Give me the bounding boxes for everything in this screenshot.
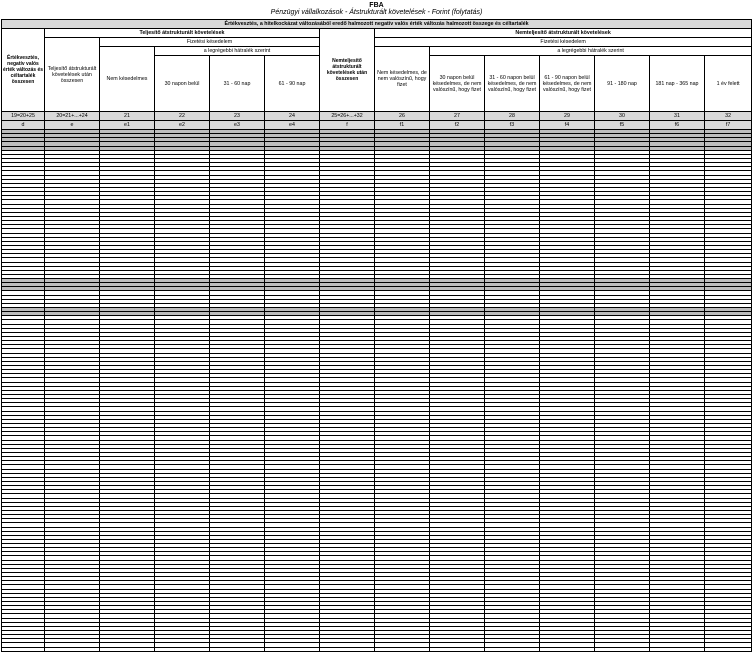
p-day-header: 61 - 90 nap (265, 56, 320, 112)
table-cell (430, 647, 485, 651)
not-overdue-header: Nem késedelmes (100, 47, 155, 112)
code-cell: 23 (210, 112, 265, 121)
letter-cell: f5 (595, 121, 650, 130)
code-cell: 22 (155, 112, 210, 121)
table-cell (540, 647, 595, 651)
by-oldest-header-p: a legrégebbi hátralék szerint (155, 47, 320, 56)
code-cell: 21 (100, 112, 155, 121)
code-cell: 24 (265, 112, 320, 121)
code-cell: 31 (650, 112, 705, 121)
report-title: FBA (369, 2, 384, 9)
table-cell (595, 647, 650, 651)
letter-cell: f1 (375, 121, 430, 130)
letter-cell: e2 (155, 121, 210, 130)
np-day-header: 61 - 90 napon belül késedelmes, de nem valószínű, hogy fizet (540, 56, 595, 112)
letter-row (2, 121, 752, 130)
code-row (2, 112, 752, 121)
np-day-header: 1 év felett (705, 56, 752, 112)
code-cell: 27 (430, 112, 485, 121)
letter-cell: f4 (540, 121, 595, 130)
table-cell (210, 647, 265, 651)
letter-cell: e3 (210, 121, 265, 130)
table-cell (650, 647, 705, 651)
code-cell: 19=20+25 (2, 112, 45, 121)
letter-cell: d (2, 121, 45, 130)
code-cell: 30 (595, 112, 650, 121)
table-cell (375, 647, 430, 651)
performing-group-header: Teljesítő átstrukturált követelések (45, 29, 320, 38)
np-day-header: 31 - 60 napon belül késedelmes, de nem valószínű, hogy fizet (485, 56, 540, 112)
performing-total-header: Teljesítő átstrukturált követelések után összesen (45, 38, 100, 112)
code-cell: 25=26+...+32 (320, 112, 375, 121)
np-not-overdue-header: Nem késedelmes, de nem valószínű, hogy fizet (375, 47, 430, 112)
table-row (2, 647, 752, 651)
p-day-header: 30 napon belül (155, 56, 210, 112)
first-col-header: Értékvesztés, negatív valós érték változás és céltartalék összesen (2, 29, 45, 112)
table-cell (155, 647, 210, 651)
table-cell (320, 647, 375, 651)
report-subtitle: Pénzügyi vállalkozások - Átstrukturált követelések - Forint (folytatás) (270, 9, 483, 16)
overdue-group-header-p: Fizetési késedelem (100, 38, 320, 47)
nonperforming-total-header: Nemteljesítő átstrukturált követelések után összesen (320, 29, 375, 112)
nonperforming-group-header: Nemteljesítő átstrukturált követelések (375, 29, 752, 38)
np-day-header: 30 napon belül késedelmes, de nem valószínű, hogy fizet (430, 56, 485, 112)
table-cell (265, 647, 320, 651)
table-body (2, 130, 752, 652)
table-cell (485, 647, 540, 651)
code-cell: 29 (540, 112, 595, 121)
letter-cell: f3 (485, 121, 540, 130)
data-table (1, 19, 752, 652)
table-cell (705, 647, 752, 651)
overdue-group-header-np: Fizetési késedelem (375, 38, 752, 47)
letter-cell: f7 (705, 121, 752, 130)
top-banner: Értékvesztés, a hitelkockázat változásából eredő halmozott negatív valós érték változás halmozott összege és céltartalék (2, 20, 752, 29)
letter-cell: e (45, 121, 100, 130)
table-cell (2, 647, 45, 651)
table-cell (100, 647, 155, 651)
letter-cell: e4 (265, 121, 320, 130)
letter-cell: f (320, 121, 375, 130)
np-day-header: 181 nap - 365 nap (650, 56, 705, 112)
code-cell: 32 (705, 112, 752, 121)
np-day-header: 91 - 180 nap (595, 56, 650, 112)
by-oldest-header-np: a legrégebbi hátralék szerint (430, 47, 752, 56)
p-day-header: 31 - 60 nap (210, 56, 265, 112)
code-cell: 28 (485, 112, 540, 121)
code-cell: 20=21+...+24 (45, 112, 100, 121)
code-cell: 26 (375, 112, 430, 121)
letter-cell: f2 (430, 121, 485, 130)
table-cell (45, 647, 100, 651)
letter-cell: f6 (650, 121, 705, 130)
letter-cell: e1 (100, 121, 155, 130)
